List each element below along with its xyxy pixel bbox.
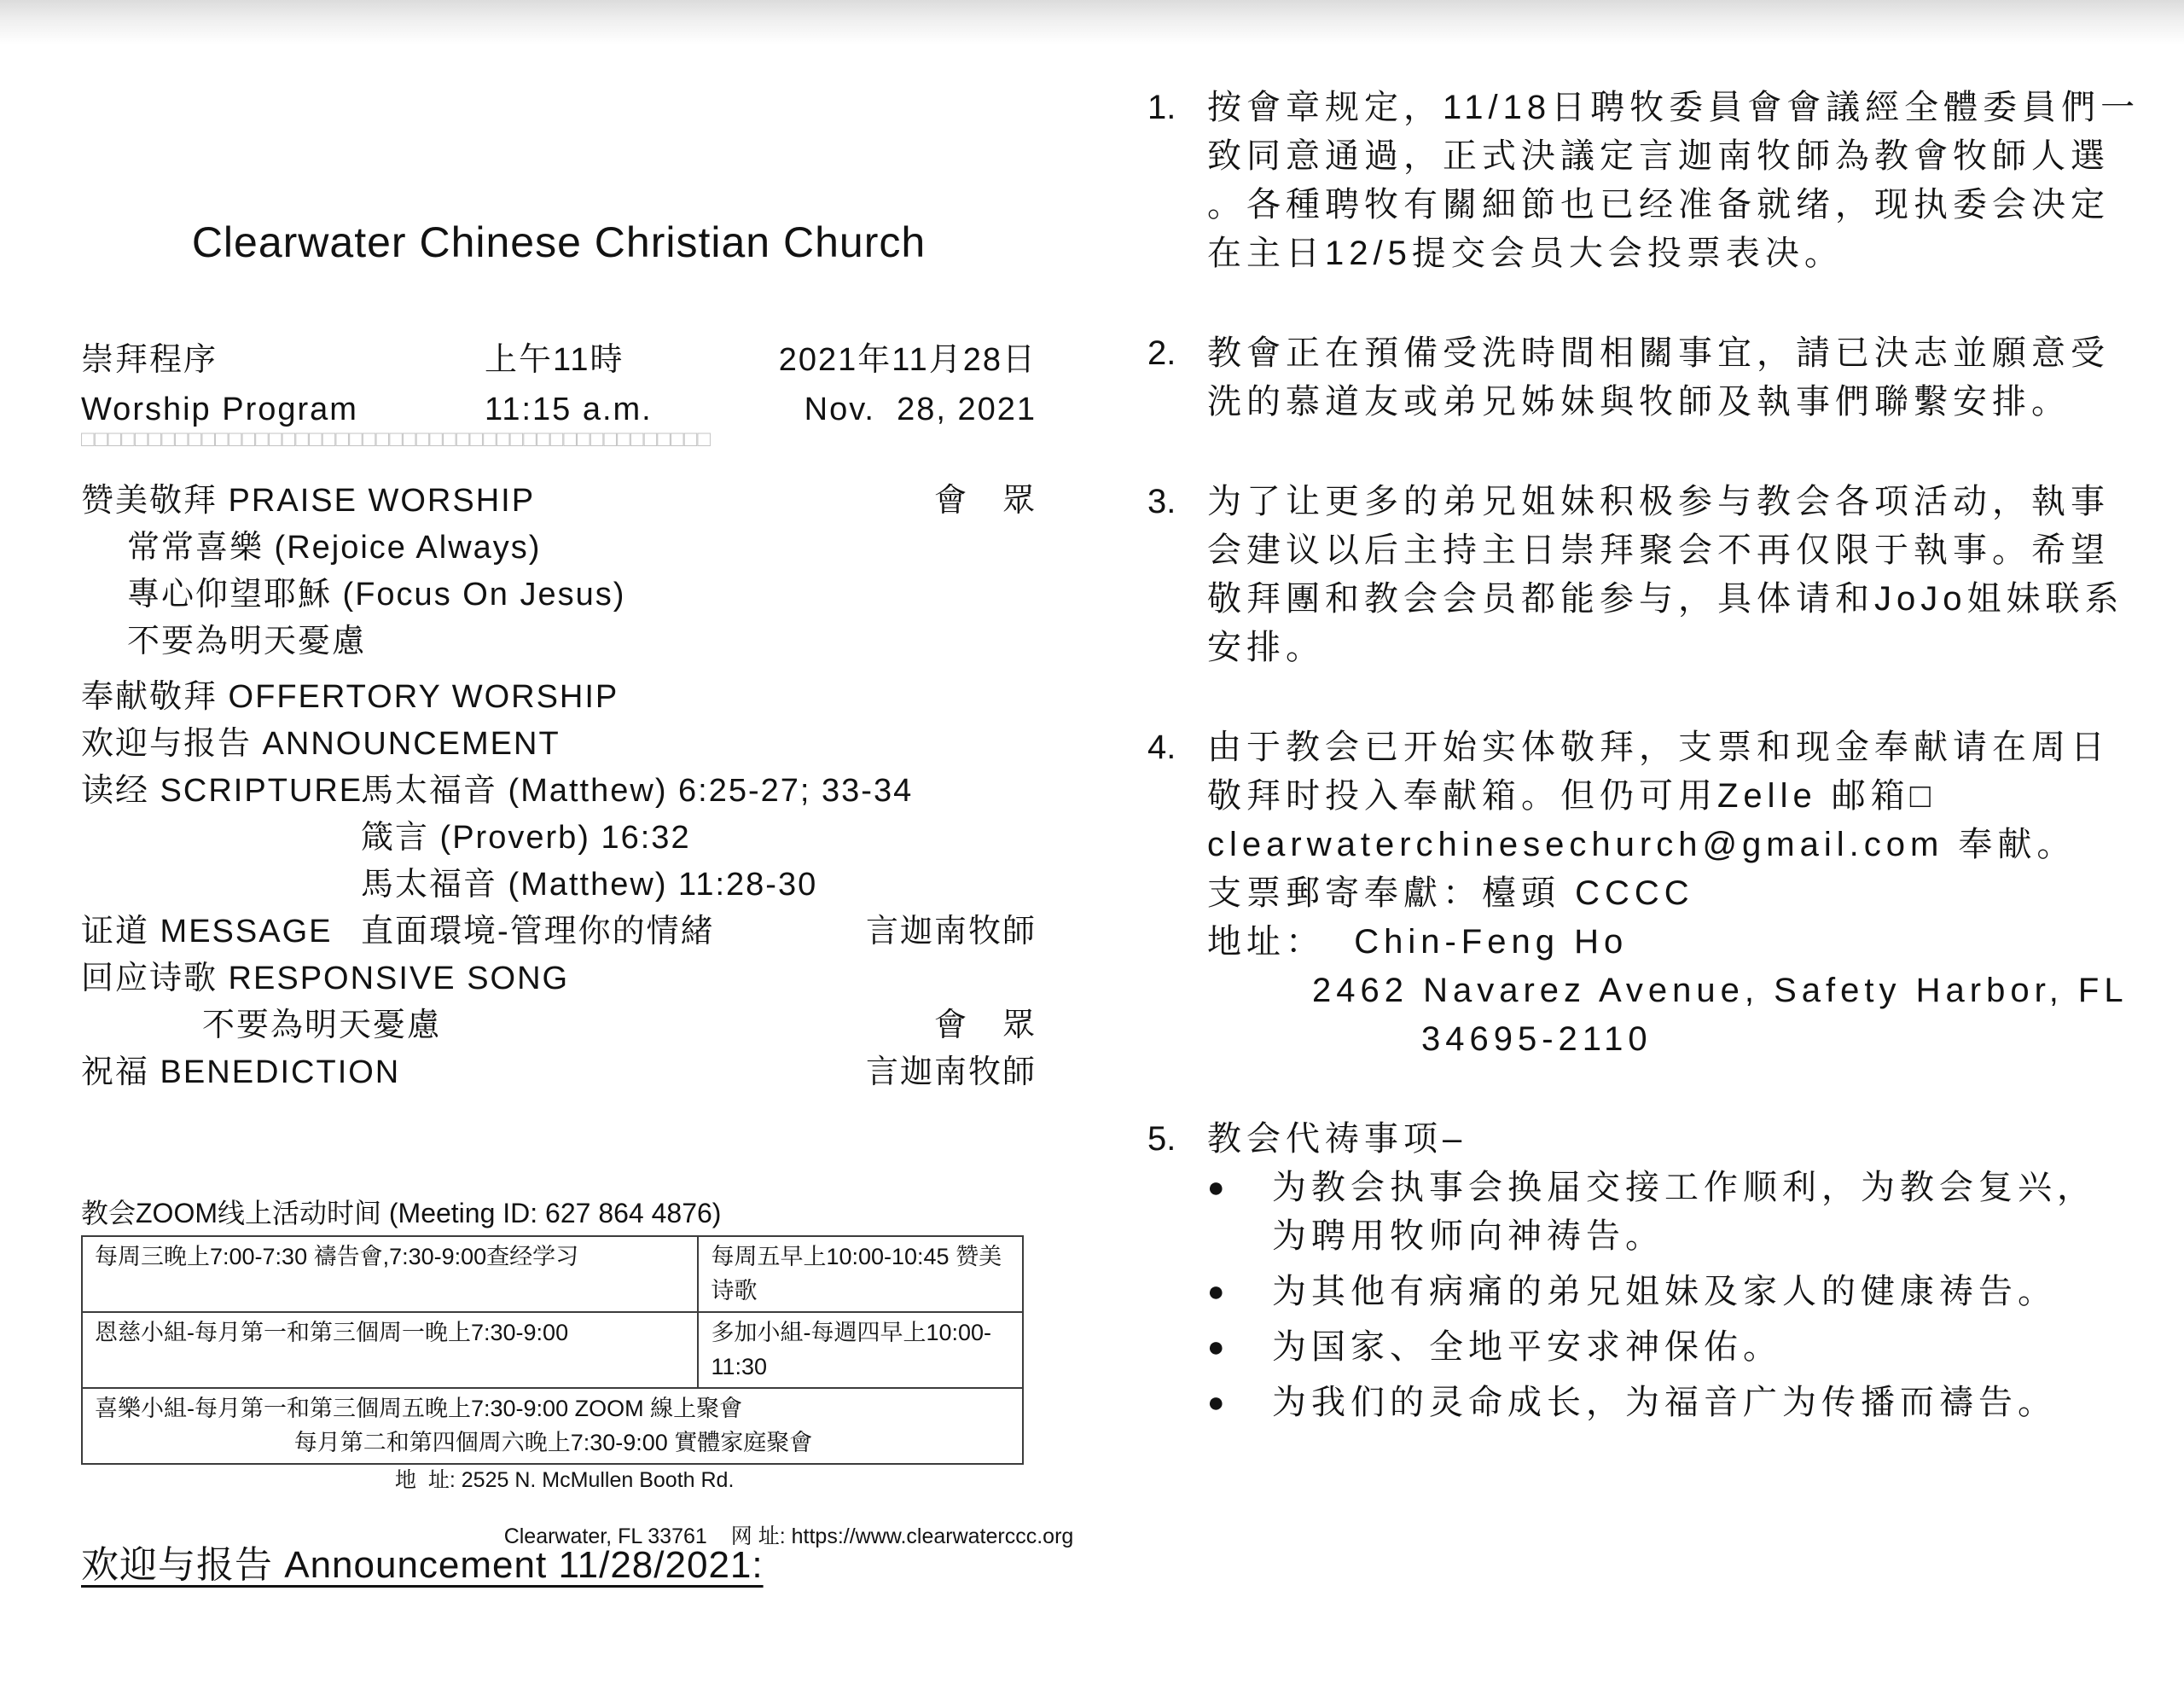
item-body <box>1207 723 2163 1064</box>
text-line: 为了让更多的弟兄姐妹积极参与教会各项活动，執事 <box>1207 483 2110 520</box>
song-title: 專心仰望耶穌 (Focus On Jesus) <box>127 577 626 613</box>
program-row-song <box>81 525 1037 572</box>
bullet-icon: ● <box>1207 1386 1225 1419</box>
program-row-offertory <box>81 674 1037 721</box>
zoom-schedule-title: 教会ZOOM线上活动时间 (Meeting ID: 627 864 4876) <box>81 1198 722 1228</box>
program-time-cn: 上午11時 <box>485 342 624 378</box>
program-row-benediction <box>81 1049 1037 1096</box>
church-street-address: 地 址: 2525 N. McMullen Booth Rd. <box>395 1468 735 1492</box>
item-number: 5. <box>1147 1120 1176 1158</box>
program-row-responsive-song <box>81 955 1037 1002</box>
text-line: 由于教会已开始实体敬拜，支票和现金奉献请在周日 <box>1207 729 2110 766</box>
item-number: 4. <box>1147 729 1176 766</box>
prayer-bullet <box>1207 1164 2163 1261</box>
program-time-en: 11:15 a.m. <box>485 392 653 427</box>
program-item-label: 祝福 BENEDICTION <box>81 1054 401 1090</box>
program-date-cn: 2021年11月28日 <box>778 342 1037 378</box>
text-line: 洗的慕道友或弟兄姊妹與牧師及執事們聯繫安排。 <box>1207 383 2071 421</box>
program-row-responsive-title <box>81 1002 1037 1049</box>
announcement-item-2 <box>1147 329 2163 427</box>
schedule-span-line2: 每月第二和第四個周六晚上7:30-9:00 實體家庭聚會 <box>293 1430 813 1455</box>
program-label-en: Worship Program <box>81 392 358 427</box>
program-row-song <box>81 618 1037 665</box>
sermon-title: 直面環境-管理你的情緒 <box>361 914 715 949</box>
song-title: 常常喜樂 (Rejoice Always) <box>127 530 542 566</box>
mailing-name-line: 地址： Chin-Feng Ho <box>1207 923 1629 961</box>
program-item-label: 赞美敬拜 PRAISE WORSHIP <box>81 483 536 519</box>
scripture-reference: 馬太福音 (Matthew) 6:25-27; 33-34 <box>361 773 914 809</box>
table-row <box>82 1312 1023 1388</box>
prayer-list-lead: 教会代祷事项– <box>1207 1120 1467 1158</box>
program-row-song <box>81 572 1037 618</box>
schedule-span-line1: 喜樂小組-每月第一和第三個周五晚上7:30-9:00 ZOOM 線上聚會 <box>95 1396 743 1421</box>
performer-label: 會 眾 <box>933 1007 1037 1043</box>
bullet-body <box>1272 1379 2057 1427</box>
text-line: 为其他有病痛的弟兄姐妹及家人的健康祷告。 <box>1272 1273 2057 1310</box>
program-row-message <box>81 909 1037 955</box>
program-row-scripture-cont <box>81 862 1037 909</box>
item-body <box>1207 478 2163 672</box>
text-line: 敬拜时投入奉献箱。但仍可用Zelle 邮箱□ <box>1207 777 1936 815</box>
church-title: Clearwater Chinese Christian Church <box>191 218 926 266</box>
performer-label: 會 眾 <box>933 483 1037 519</box>
zoom-schedule-table <box>81 1235 1024 1465</box>
bullet-icon: ● <box>1207 1171 1225 1204</box>
mailing-street-line: 2462 Navarez Avenue, Safety Harbor, FL <box>1312 972 2129 1009</box>
prayer-bullet <box>1207 1323 2163 1372</box>
announcements-column <box>1147 84 2163 1485</box>
text-line: 安排。 <box>1207 629 1325 666</box>
announcement-heading: 欢迎与报告 Announcement 11/28/2021: <box>81 1544 764 1586</box>
announcement-item-1 <box>1147 84 2163 278</box>
schedule-cell: 恩慈小組-每月第一和第三個周一晚上7:30-9:00 <box>82 1312 698 1388</box>
page-top-shadow <box>0 0 2184 44</box>
bullet-body <box>1272 1323 1782 1372</box>
text-line: 。各種聘牧有關細節也已经准备就绪，现执委会决定 <box>1207 186 2110 224</box>
program-row-praise <box>81 478 1037 525</box>
text-line: 为我们的灵命成长，为福音广为传播而禱告。 <box>1272 1384 2057 1421</box>
bullet-icon: ● <box>1207 1275 1225 1308</box>
program-item-label: 读经 SCRIPTURE <box>81 773 363 809</box>
table-row <box>82 1236 1023 1312</box>
table-row <box>82 1388 1023 1464</box>
item-body <box>1207 84 2163 278</box>
item-number: 2. <box>1147 334 1176 372</box>
text-line: 按會章规定，11/18日聘牧委員會會議經全體委員們一 <box>1207 89 2140 126</box>
program-header-cn <box>81 335 1037 385</box>
check-payee-line: 支票郵寄奉獻：檯頭 CCCC <box>1207 874 1694 912</box>
program-header <box>81 335 1037 434</box>
program-list <box>81 478 1037 1096</box>
text-line: 致同意通過，正式決議定言迦南牧師為教會牧師人選 <box>1207 137 2110 175</box>
prayer-bullet <box>1207 1379 2163 1427</box>
program-item-label: 回应诗歌 RESPONSIVE SONG <box>81 961 570 996</box>
item-body <box>1207 329 2163 427</box>
item-number: 3. <box>1147 483 1176 520</box>
program-item-label: 奉献敬拜 OFFERTORY WORSHIP <box>81 679 619 715</box>
mailing-zip-line: 34695-2110 <box>1421 1020 1653 1058</box>
program-item-label: 欢迎与报告 ANNOUNCEMENT <box>81 726 561 762</box>
bullet-body <box>1272 1164 2096 1261</box>
text-line: 教會正在預備受洗時間相關事宜，請已決志並願意受 <box>1207 334 2110 372</box>
item-body <box>1207 1115 2163 1434</box>
pastor-name: 言迦南牧師 <box>865 1054 1037 1090</box>
program-item-label: 证道 MESSAGE <box>81 914 333 949</box>
bullet-icon: ● <box>1207 1331 1225 1363</box>
bullet-body <box>1272 1268 2057 1316</box>
offering-email: clearwaterchinesechurch@gmail.com 奉献。 <box>1207 826 2077 863</box>
church-website: 网 址: https://www.clearwaterccc.org <box>730 1524 1074 1548</box>
program-date-en: Nov. 28, 2021 <box>804 392 1037 427</box>
schedule-cell: 每周三晚上7:00-7:30 禱告會,7:30-9:00查经学习 <box>82 1236 698 1312</box>
text-line: 会建议以后主持主日崇拜聚会不再仅限于執事。希望 <box>1207 531 2110 569</box>
program-row-scripture <box>81 768 1037 815</box>
announcement-item-5 <box>1147 1115 2163 1434</box>
church-city: Clearwater, FL 33761 <box>503 1524 707 1548</box>
schedule-cell: 每周五早上10:00-10:45 赞美诗歌 <box>698 1236 1023 1312</box>
prayer-bullet <box>1207 1268 2163 1316</box>
announcement-item-3 <box>1147 478 2163 672</box>
text-line: 为教会执事会换届交接工作顺利，为教会复兴， <box>1272 1169 2096 1206</box>
song-title: 不要為明天憂慮 <box>127 624 367 659</box>
text-line: 在主日12/5提交会员大会投票表决。 <box>1207 235 1844 272</box>
text-line: 为聘用牧师向神祷告。 <box>1272 1217 1664 1255</box>
text-line: 敬拜團和教会会员都能参与，具体请和JoJo姐妹联系 <box>1207 580 2124 618</box>
song-title: 不要為明天憂慮 <box>202 1007 442 1043</box>
schedule-cell: 多加小組-每週四早上10:00-11:30 <box>698 1312 1023 1388</box>
program-label-cn: 崇拜程序 <box>81 342 218 378</box>
schedule-cell-span <box>82 1388 1023 1464</box>
scripture-reference: 馬太福音 (Matthew) 11:28-30 <box>361 867 818 903</box>
item-number: 1. <box>1147 89 1176 126</box>
program-row-announcement <box>81 721 1037 768</box>
scripture-reference: 箴言 (Proverb) 16:32 <box>361 820 691 856</box>
pastor-name: 言迦南牧師 <box>865 914 1037 949</box>
text-line: 为国家、全地平安求神保佑。 <box>1272 1328 1782 1366</box>
program-row-scripture-cont <box>81 815 1037 862</box>
announcement-item-4 <box>1147 723 2163 1064</box>
missing-glyph-divider: □□□□□□□□□□□□□□□□□□□□□□□□□□□□□□□□□□□□□□□□□□□□□□□ <box>81 426 712 451</box>
